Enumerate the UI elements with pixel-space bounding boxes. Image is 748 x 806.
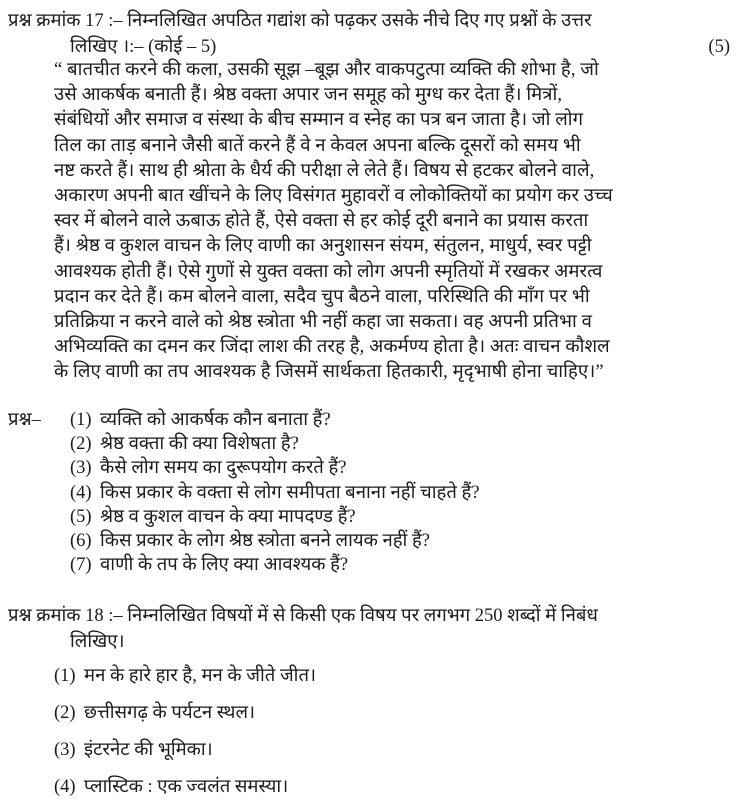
list-item — [70, 481, 708, 505]
passage-line: अकारण अपनी बात खींचने के लिए विसंगत मुहावरों व लोकोक्तियों का प्रयोग कर उच्च — [54, 186, 613, 207]
list-item — [54, 695, 742, 732]
topic-text: प्लास्टिक : एक ज्वलंत समस्या। — [84, 777, 289, 797]
subquestion-number: (6) — [70, 531, 92, 552]
list-item — [54, 658, 742, 695]
subquestion-number: (5) — [70, 506, 92, 527]
question-17-marks: (5) — [708, 37, 730, 57]
topic-number: (3) — [54, 740, 76, 760]
passage-line: संबंधियों और समाज व संस्था के बीच सम्मान व स्नेह का पत्र बन जाता है। जो लोग — [54, 110, 584, 131]
topic-text: इंटरनेट की भूमिका। — [84, 740, 213, 760]
passage-line: नष्ट करते हैं। साथ ही श्रोता के धैर्य की परीक्षा ले लेते हैं। विषय से हटकर बोलने वाले, — [54, 160, 595, 181]
list-item — [70, 553, 708, 577]
questions-label: प्रश्न– — [8, 410, 41, 430]
question-17-heading-line-2-row — [8, 34, 742, 60]
subquestion-text: किस प्रकार के लोग श्रेष्ठ स्त्रोता बनने लायक नहीं हैं? — [100, 531, 431, 552]
passage-line: स्वर में बोलने वाले ऊबाऊ होते हैं, ऐसे वक्ता से हर कोई दूरी बनाने का प्रयास करता — [54, 211, 589, 232]
list-item — [70, 505, 708, 529]
topic-number: (4) — [54, 777, 76, 797]
question-17-heading-line-2: लिखिए ।:– (कोई – 5) — [70, 37, 217, 57]
question-18 — [8, 603, 742, 806]
passage-line: “ बातचीत करने की कला, उसकी सूझ –बूझ और वाकपटुत्पा व्यक्ति की शोभा है, जो — [54, 60, 599, 80]
list-item — [70, 408, 708, 432]
subquestion-text: श्रेष्ठ व कुशल वाचन के क्या मापदण्ड हैं? — [100, 506, 356, 527]
unseen-passage — [54, 58, 734, 386]
subquestion-number: (3) — [70, 458, 92, 479]
list-item — [70, 529, 708, 553]
list-item — [54, 732, 742, 769]
subquestion-text: कैसे लोग समय का दुरूपयोग करते हैं? — [100, 458, 347, 479]
subquestion-text: व्यक्ति को आकर्षक कौन बनाता हैं? — [100, 410, 331, 430]
subquestion-number: (7) — [70, 555, 92, 576]
subquestion-text: वाणी के तप के लिए क्या आवश्यक हैं? — [100, 555, 349, 576]
topic-text: मन के हारे हार है, मन के जीते जीत। — [84, 666, 317, 686]
question-17-subquestions — [8, 408, 708, 577]
subquestion-number: (1) — [70, 410, 92, 430]
passage-line: उसे आकर्षक बनाती हैं। श्रेष्ठ वक्ता अपार जन समूह को मुग्ध कर देता हैं। मित्रों, — [54, 85, 563, 106]
question-18-heading-line-2: लिखिए। — [70, 632, 125, 652]
subquestion-number: (2) — [70, 434, 92, 455]
list-item — [70, 432, 708, 456]
passage-line: के लिए वाणी का तप आवश्यक है जिसमें सार्थकता हितकारी, मृदृभाषी होना चाहिए।” — [54, 362, 604, 383]
subquestion-text: श्रेष्ठ वक्ता की क्या विशेषता है? — [100, 434, 299, 455]
question-18-heading-line-1: प्रश्न क्रमांक 18 :– निम्नलिखित विषयों में से किसी एक विषय पर लगभग 250 शब्दों में निबंध — [8, 606, 598, 626]
topic-number: (2) — [54, 703, 76, 723]
passage-line: हैं। श्रेष्ठ व कुशल वाचन के लिए वाणी का अनुशासन संयम, संतुलन, माधुर्य, स्वर पट्टी — [54, 236, 592, 257]
passage-line: अभिव्यक्ति का दमन कर जिंदा लाश की तरह है, अकर्मण्य होता है। अतः वाचन कौशल — [54, 337, 610, 358]
question-17-heading-line-1: प्रश्न क्रमांक 17 :– निम्नलिखित अपठित गद्यांश को पढ़कर उसके नीचे दिए गए प्रश्नों के उत्तर — [8, 11, 592, 31]
passage-line: प्रदान कर देते हैं। कम बोलने वाला, सदैव चुप बैठने वाला, परिस्थिति की माँग पर भी — [54, 286, 590, 307]
question-17-heading — [8, 8, 742, 60]
passage-line: तिल का ताड़ बनाने जैसी बातें करने हैं वे न केवल अपना बल्कि दूसरों को समय भी — [54, 135, 581, 156]
passage-line: आवश्यक होती हैं। ऐसे गुणों से युक्त वक्ता को लोग अपनी स्मृतियों में रखकर अमरत्व — [54, 261, 603, 282]
subquestion-text: किस प्रकार के वक्ता से लोग समीपता बनाना नहीं चाहते हैं? — [100, 482, 480, 503]
passage-line: प्रतिक्रिया न करने वाले को श्रेष्ठ स्त्रोता भी नहीं कहा जा सकता। वह अपनी प्रतिभा व — [54, 312, 593, 333]
topic-number: (1) — [54, 666, 76, 686]
list-item — [70, 456, 708, 480]
topic-text: छत्तीसगढ़ के पर्यटन स्थल। — [84, 703, 255, 723]
subquestion-list — [8, 408, 708, 577]
essay-topic-list — [8, 658, 742, 806]
subquestion-number: (4) — [70, 482, 92, 503]
